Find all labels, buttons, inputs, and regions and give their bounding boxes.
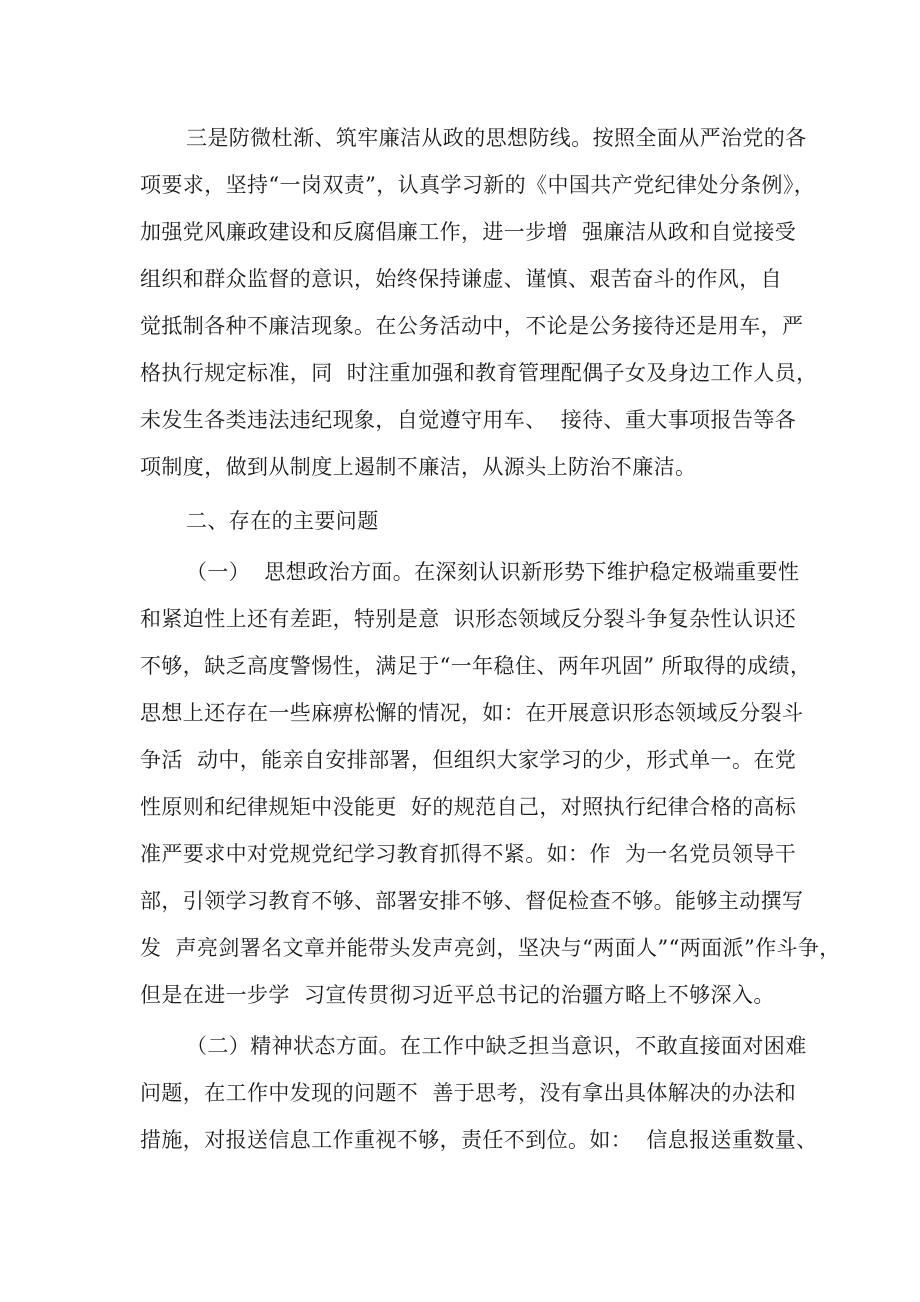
paragraph-line: 但是在进一步学 习宣传贯彻习近平总书记的治疆方略上不够深入。 xyxy=(140,983,775,1007)
paragraph-line: 性原则和纪律规矩中没能更 好的规范自己，对照执行纪律合格的高标 xyxy=(140,795,797,819)
paragraph-line: （一） 思想政治方面。在深刻认识新形势下维护稳定极端重要性 xyxy=(186,560,800,584)
paragraph-line: 和紧迫性上还有差距，特别是意 识形态领域反分裂斗争复杂性认识还 xyxy=(140,607,797,631)
paragraph-line: 三是防微杜渐、筑牢廉洁从政的思想防线。按照全面从严治党的各 xyxy=(186,126,807,150)
paragraph-line: 思想上还存在一些麻痹松懈的情况，如：在开展意识形态领域反分裂斗 xyxy=(140,701,804,725)
paragraph-line: 准严要求中对党规党纪学习教育抓得不紧。如：作 为一名党员领导干 xyxy=(140,842,797,866)
paragraph-line: （二）精神状态方面。在工作中缺乏担当意识，不敢直接面对困难 xyxy=(186,1034,807,1058)
paragraph-line: 格执行规定标准，同 时注重加强和教育管理配偶子女及身边工作人员， xyxy=(140,361,818,385)
paragraph-line: 项制度，做到从制度上遏制不廉洁，从源头上防治不廉洁。 xyxy=(140,455,697,479)
paragraph-line: 争活 动中，能亲自安排部署，但组织大家学习的少，形式单一。在党 xyxy=(140,748,797,772)
paragraph-line: 措施，对报送信息工作重视不够，责任不到位。如： 信息报送重数量、 xyxy=(140,1128,818,1152)
paragraph-line: 不够，缺乏高度警惕性，满足于“一年稳住、两年巩固” 所取得的成绩， xyxy=(140,654,812,678)
paragraph-line: 觉抵制各种不廉洁现象。在公务活动中，不论是公务接待还是用车，严 xyxy=(140,314,804,338)
paragraph-line: 部，引领学习教育不够、部署安排不够、督促检查不够。能够主动撰写 xyxy=(140,889,804,913)
paragraph-line: 项要求，坚持“一岗双责”，认真学习新的《中国共产党纪律处分条例》， xyxy=(140,173,816,197)
paragraph-line: 发 声亮剑署名文章并能带头发声亮剑，坚决与“两面人”“两面派”作斗争， xyxy=(140,936,841,960)
paragraph-line: 未发生各类违法违纪现象，自觉遵守用车、 接待、重大事项报告等各 xyxy=(140,408,797,432)
paragraph-line: 问题，在工作中发现的问题不 善于思考，没有拿出具体解决的办法和 xyxy=(140,1081,797,1105)
section-heading: 二、存在的主要问题 xyxy=(186,509,379,533)
paragraph-line: 加强党风廉政建设和反腐倡廉工作，进一步增 强廉洁从政和自觉接受 xyxy=(140,220,797,244)
paragraph-line: 组织和群众监督的意识，始终保持谦虚、谨慎、艰苦奋斗的作风，自 xyxy=(140,267,782,291)
